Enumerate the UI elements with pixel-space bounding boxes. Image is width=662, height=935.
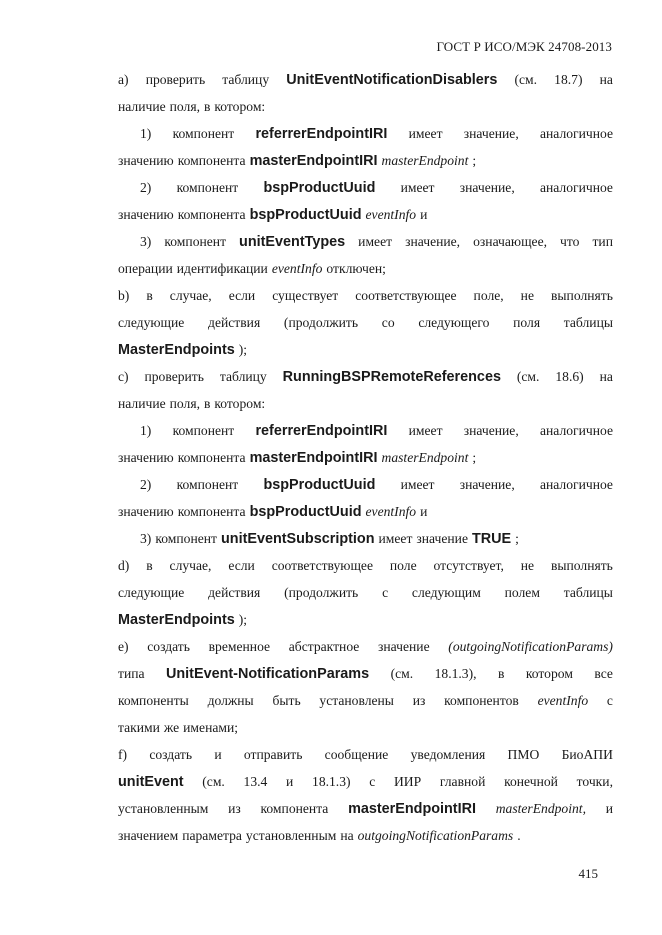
word: и — [420, 504, 428, 519]
word: (см. — [390, 666, 414, 681]
identifier-term: bspProductUuid — [263, 477, 376, 493]
word: на — [599, 72, 613, 87]
word: соответствующее — [271, 558, 373, 573]
word: не — [520, 558, 535, 573]
identifier-term: masterEndpointIRI — [348, 801, 476, 817]
word: следующего — [418, 315, 490, 330]
word: аналогичное — [539, 126, 613, 141]
word: компоненты — [118, 693, 189, 708]
word: БиоАПИ — [561, 747, 613, 762]
word: же — [163, 720, 180, 735]
identifier-term: masterEndpointIRI — [249, 153, 378, 169]
text-line — [118, 795, 613, 822]
word: таблицы — [563, 315, 613, 330]
text-line — [118, 417, 613, 444]
word: в — [498, 666, 505, 681]
identifier-term: unitEvent — [118, 774, 184, 790]
word: что — [560, 234, 580, 249]
word: ); — [238, 342, 248, 357]
identifier-term: bspProductUuid — [249, 504, 362, 520]
word: значению — [118, 153, 174, 168]
text-line — [118, 714, 613, 741]
word: ); — [238, 612, 248, 627]
word: (см. — [516, 369, 540, 384]
word: проверить — [144, 369, 204, 384]
identifier-term: referrerEndpointIRI — [255, 126, 388, 142]
word: аналогичное — [539, 180, 613, 195]
word: с — [369, 774, 376, 789]
word: на — [340, 828, 354, 843]
text-line — [118, 255, 613, 282]
word: на — [599, 369, 613, 384]
word: из — [228, 801, 241, 816]
word: именами; — [183, 720, 239, 735]
identifier-term: TRUE — [471, 531, 512, 547]
word: быть — [272, 693, 301, 708]
word: параметра — [182, 828, 242, 843]
italic-term: masterEndpoint, — [495, 801, 586, 816]
word: не — [520, 288, 534, 303]
identifier-term: unitEventSubscription — [220, 531, 375, 547]
word: котором — [525, 666, 573, 681]
word: ; — [472, 450, 477, 465]
word: точки, — [576, 774, 613, 789]
word: из — [412, 693, 426, 708]
word: значение — [416, 531, 468, 546]
word: проверить — [145, 72, 206, 87]
word: поле, — [473, 288, 504, 303]
text-line — [118, 390, 613, 417]
word: компонент — [172, 126, 235, 141]
word: 3) — [140, 234, 152, 249]
word: в — [146, 288, 153, 303]
word: случае, — [169, 288, 212, 303]
word: 18.6) — [555, 369, 584, 384]
word: компонента — [177, 153, 246, 168]
word: с) — [118, 369, 129, 384]
word: компонентов — [444, 693, 519, 708]
word: имеет — [358, 234, 393, 249]
word: уведомления — [410, 747, 486, 762]
word: значение, — [405, 234, 461, 249]
word: имеет — [378, 531, 413, 546]
text-line — [118, 498, 613, 525]
word: значению — [118, 504, 174, 519]
italic-term: masterEndpoint — [381, 153, 469, 168]
word: . — [517, 828, 521, 843]
word: типа — [118, 666, 145, 681]
word: компонент — [176, 477, 239, 492]
word: 2) — [140, 477, 152, 492]
word: котором: — [214, 396, 266, 411]
word: установленным — [245, 828, 337, 843]
text-line — [118, 525, 613, 552]
text-line — [118, 552, 613, 579]
word: следующие — [118, 585, 185, 600]
word: все — [594, 666, 613, 681]
word: компонент — [176, 180, 239, 195]
word: тип — [592, 234, 613, 249]
word: таблицу — [222, 72, 270, 87]
word: следующие — [118, 315, 185, 330]
text-line — [118, 309, 613, 336]
identifier-term: RunningBSPRemoteReferences — [282, 369, 501, 385]
word: компонента — [177, 504, 246, 519]
word: случае, — [169, 558, 212, 573]
word: 18.1.3) — [312, 774, 351, 789]
word: должны — [207, 693, 254, 708]
identifier-term: referrerEndpointIRI — [255, 423, 388, 439]
word: 18.1.3), — [434, 666, 477, 681]
text-line — [118, 363, 613, 390]
word: и — [286, 774, 294, 789]
text-line — [118, 147, 613, 174]
identifier-term: MasterEndpoints — [118, 342, 235, 358]
italic-term: eventInfo — [365, 504, 417, 519]
word: b) — [118, 288, 130, 303]
text-line — [118, 66, 613, 93]
word: компонента — [177, 207, 246, 222]
word: значение, — [459, 180, 515, 195]
text-body — [118, 66, 613, 849]
word: если — [228, 558, 255, 573]
italic-term: (outgoingNotificationParams) — [448, 639, 613, 654]
word: абстрактное — [288, 639, 360, 654]
italic-term: eventInfo — [365, 207, 417, 222]
text-line — [118, 93, 613, 120]
word: отключен; — [326, 261, 386, 276]
word: компонент — [164, 234, 227, 249]
word: и — [214, 747, 222, 762]
text-line — [118, 579, 613, 606]
word: и — [420, 207, 428, 222]
word: (продолжить — [283, 315, 359, 330]
word: значением — [118, 828, 179, 843]
word: полем — [504, 585, 540, 600]
text-line — [118, 606, 613, 633]
word: в — [203, 396, 211, 411]
word: с — [606, 693, 613, 708]
word: отправить — [243, 747, 303, 762]
word: 2) — [140, 180, 152, 195]
word: компонента — [260, 801, 329, 816]
word: создать — [149, 747, 193, 762]
word: значению — [118, 207, 174, 222]
word: установлены — [319, 693, 394, 708]
word: котором: — [214, 99, 266, 114]
word: 1) — [140, 423, 152, 438]
text-line — [118, 336, 613, 363]
word: выполнять — [550, 558, 613, 573]
word: действия — [208, 315, 261, 330]
identifier-term: UnitEventNotificationDisablers — [286, 72, 498, 88]
text-line — [118, 174, 613, 201]
word: сообщение — [324, 747, 389, 762]
word: значение, — [463, 423, 519, 438]
word: поля — [513, 315, 541, 330]
word: такими — [118, 720, 160, 735]
word: е) — [118, 639, 129, 654]
identifier-term: UnitEvent-NotificationParams — [166, 666, 370, 682]
text-line — [118, 282, 613, 309]
word: соответствующее — [355, 288, 457, 303]
word: (см. — [514, 72, 538, 87]
word: временное — [208, 639, 271, 654]
word: имеет — [408, 126, 443, 141]
word: компонент — [155, 531, 217, 546]
text-line — [118, 768, 613, 795]
text-line — [118, 444, 613, 471]
text-line — [118, 471, 613, 498]
word: ; — [472, 153, 477, 168]
word: главной — [439, 774, 486, 789]
word: d) — [118, 558, 130, 573]
text-line — [118, 228, 613, 255]
word: f) — [118, 747, 128, 762]
text-line — [118, 120, 613, 147]
word: и — [605, 801, 613, 816]
word: (продолжить — [284, 585, 359, 600]
word: в — [146, 558, 153, 573]
word: а) — [118, 72, 129, 87]
word: следующим — [411, 585, 481, 600]
text-line — [118, 822, 613, 849]
word: аналогичное — [539, 423, 613, 438]
word: если — [228, 288, 256, 303]
word: (см. — [202, 774, 225, 789]
italic-term: outgoingNotificationParams — [357, 828, 514, 843]
identifier-term: bspProductUuid — [263, 180, 376, 196]
word: поле — [389, 558, 417, 573]
word: имеет — [408, 423, 443, 438]
word: значение, — [463, 126, 519, 141]
identifier-term: bspProductUuid — [249, 207, 362, 223]
identifier-term: masterEndpointIRI — [249, 450, 378, 466]
word: компонента — [177, 450, 246, 465]
word: поля, — [169, 99, 200, 114]
page-header: ГОСТ Р ИСО/МЭК 24708-2013 — [436, 39, 612, 54]
word: установленным — [118, 801, 209, 816]
identifier-term: unitEventTypes — [239, 234, 346, 250]
word: создать — [147, 639, 190, 654]
text-line — [118, 741, 613, 768]
italic-term: masterEndpoint — [381, 450, 469, 465]
text-line — [118, 660, 613, 687]
word: означающее, — [473, 234, 548, 249]
word: операции — [118, 261, 173, 276]
word: аналогичное — [539, 477, 613, 492]
word: значению — [118, 450, 174, 465]
page-number: 415 — [578, 866, 598, 881]
word: ; — [515, 531, 519, 546]
word: идентификации — [176, 261, 268, 276]
word: ПМО — [507, 747, 540, 762]
word: значение, — [459, 477, 515, 492]
word: существует — [272, 288, 339, 303]
text-line — [118, 687, 613, 714]
word: 18.7) — [554, 72, 583, 87]
word: компонент — [172, 423, 235, 438]
italic-term: eventInfo — [537, 693, 589, 708]
word: 1) — [140, 126, 152, 141]
word: 3) — [140, 531, 152, 546]
word: таблицы — [563, 585, 613, 600]
word: поля, — [169, 396, 200, 411]
word: выполнять — [551, 288, 613, 303]
word: наличие — [118, 99, 166, 114]
word: действия — [208, 585, 261, 600]
word: 13.4 — [243, 774, 268, 789]
word: с — [382, 585, 389, 600]
word: имеет — [400, 180, 435, 195]
italic-term: eventInfo — [271, 261, 323, 276]
text-line — [118, 633, 613, 660]
word: ИИР — [393, 774, 422, 789]
word: со — [381, 315, 395, 330]
word: значение — [378, 639, 430, 654]
identifier-term: MasterEndpoints — [118, 612, 235, 628]
word: имеет — [400, 477, 435, 492]
text-line — [118, 201, 613, 228]
word: отсутствует, — [433, 558, 504, 573]
word: наличие — [118, 396, 166, 411]
word: в — [203, 99, 211, 114]
word: конечной — [504, 774, 558, 789]
word: таблицу — [219, 369, 267, 384]
